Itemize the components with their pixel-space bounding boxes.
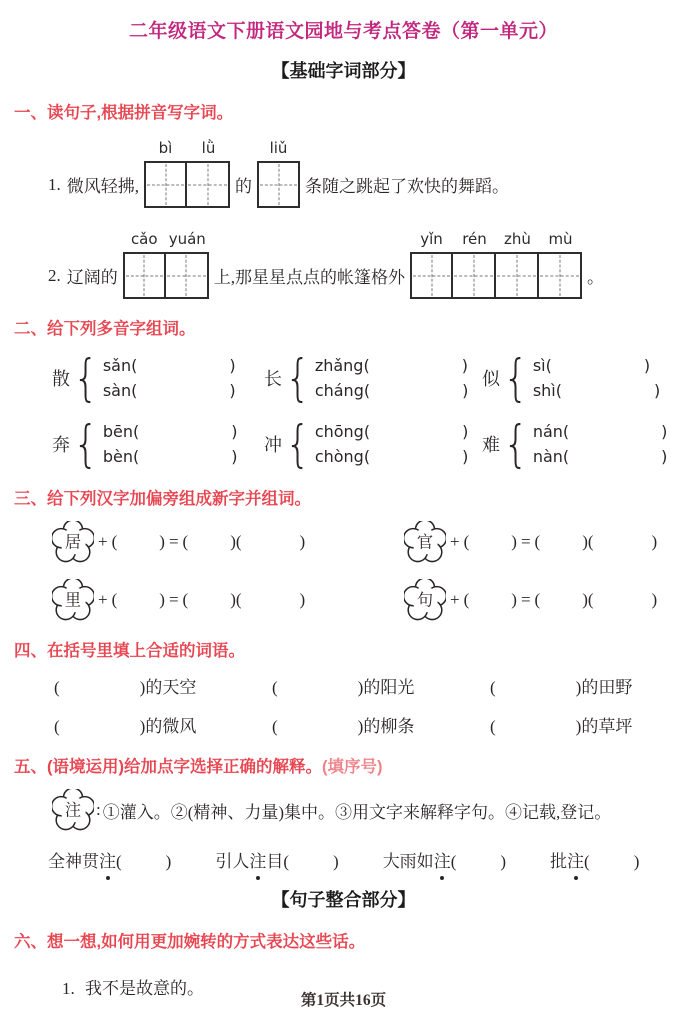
fill-word-item: ( )的柳条 [272, 717, 415, 736]
section4-heading: 四、在括号里填上合适的词语。 [14, 642, 245, 660]
polyphone-character: 散 [52, 369, 70, 389]
brace-glyph: { [503, 415, 529, 473]
answer-blank: ( ) [463, 590, 517, 609]
equals-sign: = [520, 590, 531, 609]
writing-cell-column [539, 230, 582, 299]
writing-grid [144, 139, 230, 208]
answer-blank: ( ) [235, 590, 306, 609]
choose-meaning-row [48, 847, 673, 872]
definition-line [52, 789, 673, 831]
page-number: 第1页共16页 [300, 992, 387, 1009]
question-text: 微风轻拂, [66, 177, 139, 196]
radical-entry [404, 579, 673, 621]
base-character: 里 [64, 591, 82, 610]
writing-cell-column [187, 139, 230, 208]
plus-sign: + [450, 532, 460, 551]
dotted-character: 注 [434, 847, 451, 872]
fill-word-item: ( )的天空 [54, 678, 197, 697]
brace-glyph: { [73, 415, 99, 473]
polyphone-entry [52, 415, 264, 473]
reading-blank: chōng( ) [314, 421, 469, 441]
pinyin-label: bì [158, 139, 173, 157]
writing-cell-column [496, 230, 539, 299]
question-number: 1. [48, 174, 61, 194]
writing-cell-column [123, 230, 166, 299]
section3-heading: 三、给下列汉字加偏旁组成新字并组词。 [14, 490, 311, 508]
pinyin-label: zhù [504, 230, 531, 248]
polyphone-entry [482, 415, 673, 473]
equals-sign: = [520, 532, 531, 551]
question-text: 辽阔的 [66, 268, 118, 287]
writing-grid [257, 139, 300, 208]
writing-cell-column [166, 230, 209, 299]
dotted-character: 注 [249, 847, 266, 872]
fill-word-item: ( )的微风 [54, 717, 197, 736]
question-number: 2. [48, 265, 61, 285]
pinyin-label: lǜ [201, 139, 216, 157]
brace-glyph: { [285, 415, 311, 473]
question-text: 我不是故意的。 [85, 979, 204, 998]
reading-blank: nàn( ) [532, 446, 668, 466]
writing-grid [123, 230, 209, 299]
choose-meaning-item: 引人注目( ) [215, 847, 338, 872]
brace-glyph: { [285, 349, 311, 407]
page-title: 二年级语文下册语文园地与考点答卷（第一单元） [128, 21, 558, 42]
polyphone-character: 似 [482, 369, 500, 389]
choose-meaning-item: 批注( ) [550, 847, 639, 872]
reading-blank: cháng( ) [314, 380, 469, 400]
polyphone-grid [52, 349, 673, 473]
polyphone-entry [52, 349, 264, 407]
writing-cell [410, 252, 453, 299]
section1-heading: 一、读句子,根据拼音写字词。 [14, 104, 234, 122]
answer-blank: ( ) [111, 590, 165, 609]
fill-word-item: ( )的田野 [490, 678, 633, 697]
flower-border [52, 521, 94, 563]
answer-blank: ( ) [182, 532, 236, 551]
dotted-character: 注 [99, 847, 116, 872]
polyphone-character: 奔 [52, 435, 70, 455]
choose-meaning-item: 大雨如注( ) [383, 847, 506, 872]
question-text: 的 [235, 177, 252, 196]
writing-cell [257, 161, 300, 208]
polyphone-character: 长 [264, 369, 282, 389]
writing-cell-column [257, 139, 300, 208]
writing-cell-column [144, 139, 187, 208]
fill-word-grid [54, 673, 673, 737]
radical-entry [52, 521, 404, 563]
polyphone-character: 冲 [264, 435, 282, 455]
brace-glyph: { [73, 349, 99, 407]
base-character: 句 [416, 591, 434, 610]
writing-cell [453, 252, 496, 299]
section6-heading: 六、想一想,如何用更加婉转的方式表达这些话。 [14, 933, 366, 951]
pinyin-label: cǎo [130, 230, 158, 248]
answer-blank: ( ) [235, 532, 306, 551]
answer-blank: ( ) [534, 590, 588, 609]
writing-cell [496, 252, 539, 299]
choose-meaning-item: 全神贯注( ) [48, 847, 171, 872]
writing-cell-column [453, 230, 496, 299]
answer-blank: ( ) [587, 532, 658, 551]
flower-border [404, 521, 446, 563]
writing-cell-column [410, 230, 453, 299]
pinyin-label: yǐn [420, 230, 443, 248]
reading-blank: chòng( ) [314, 446, 469, 466]
definitions-text: ①灌入。②(精神、力量)集中。③用文字来解释字句。④记载,登记。 [102, 802, 612, 822]
pinyin-label: mù [548, 230, 573, 248]
question-1-line [48, 139, 673, 208]
polyphone-character: 难 [482, 435, 500, 455]
question-text: 上,那星星点点的帐篷格外 [213, 268, 405, 287]
base-character: 官 [416, 533, 434, 552]
writing-cell [144, 161, 187, 208]
radical-grid [52, 521, 673, 621]
radical-entry [404, 521, 673, 563]
plus-sign: + [450, 590, 460, 609]
polyphone-entry [264, 415, 482, 473]
answer-blank: ( ) [463, 532, 517, 551]
writing-cell [539, 252, 582, 299]
writing-cell [166, 252, 209, 299]
reading-blank: sǎn( ) [102, 355, 236, 375]
equals-sign: = [168, 590, 179, 609]
reading-blank: nán( ) [532, 421, 668, 441]
flower-border [52, 789, 94, 831]
reading-blank: sì( ) [532, 355, 651, 375]
polyphone-entry [482, 349, 673, 407]
fill-word-item: ( )的草坪 [490, 717, 633, 736]
polyphone-entry [264, 349, 482, 407]
part1-header: 【基础字词部分】 [271, 61, 416, 81]
fill-word-item: ( )的阳光 [272, 678, 415, 697]
flower-border [52, 579, 94, 621]
colon: : [96, 800, 101, 819]
key-character: 注 [64, 801, 82, 820]
section5-heading: 五、(语境运用)给加点字选择正确的解释。(填序号) [14, 758, 383, 776]
brace-glyph: { [503, 349, 529, 407]
section2-heading: 二、给下列多音字组词。 [14, 320, 196, 338]
pinyin-label: rén [462, 230, 487, 248]
flower-border [404, 579, 446, 621]
reading-blank: bēn( ) [102, 421, 238, 441]
base-character: 居 [64, 533, 82, 552]
pinyin-label: liǔ [269, 139, 288, 157]
question-text: 。 [587, 268, 604, 287]
plus-sign: + [98, 532, 108, 551]
reading-blank: zhǎng( ) [314, 355, 468, 375]
section5-heading-note: (填序号) [322, 758, 383, 776]
answer-blank: ( ) [111, 532, 165, 551]
answer-blank: ( ) [182, 590, 236, 609]
writing-grid [410, 230, 582, 299]
pinyin-label: yuán [168, 230, 206, 248]
reading-blank: shì( ) [532, 380, 661, 400]
writing-cell [187, 161, 230, 208]
radical-entry [52, 579, 404, 621]
question-number: 1. [62, 979, 75, 998]
equals-sign: = [168, 532, 179, 551]
plus-sign: + [98, 590, 108, 609]
question-text: 条随之跳起了欢快的舞蹈。 [305, 177, 509, 196]
reading-blank: bèn( ) [102, 446, 238, 466]
dotted-character: 注 [567, 847, 584, 872]
part2-header: 【句子整合部分】 [271, 890, 416, 910]
answer-blank: ( ) [587, 590, 658, 609]
question-2-line [48, 230, 673, 299]
answer-blank: ( ) [534, 532, 588, 551]
writing-cell [123, 252, 166, 299]
reading-blank: sàn( ) [102, 380, 236, 400]
